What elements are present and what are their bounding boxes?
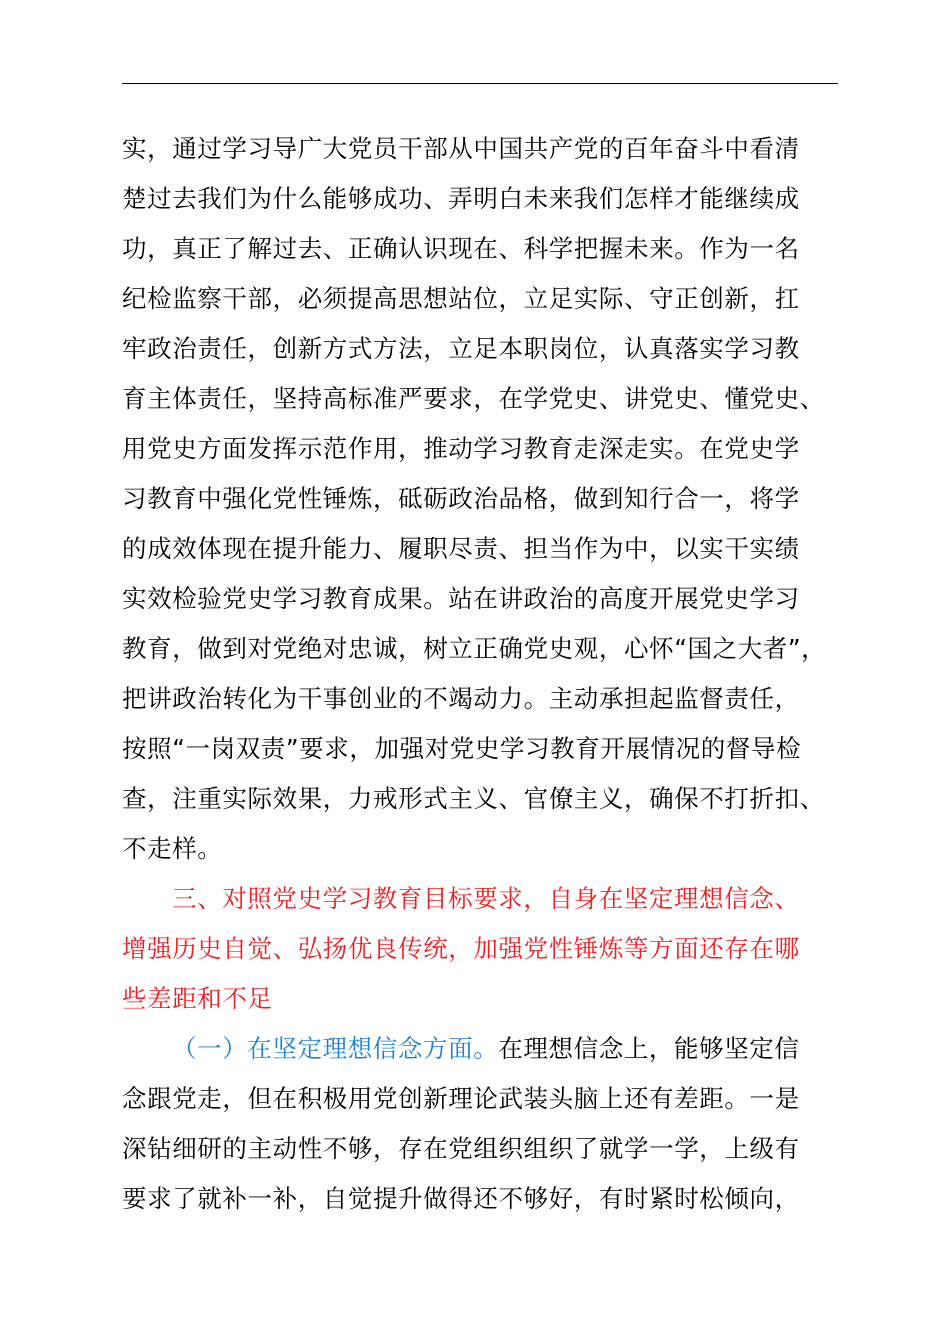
subsection-first-line xyxy=(122,1024,852,1074)
body-line: 不走样。 xyxy=(122,834,223,863)
body-line: 楚过去我们为什么能够成功、弄明白未来我们怎样才能继续成 xyxy=(122,184,800,213)
body-line: 育主体责任，坚持高标准严要求，在学党史、讲党史、懂党史、 xyxy=(122,384,825,413)
body-line: 要求了就补一补，自觉提升做得还不够好，有时紧时松倾向， xyxy=(122,1184,800,1213)
body-line: 习教育中强化党性锤炼，砥砺政治品格，做到知行合一，将学 xyxy=(122,484,800,513)
body-line: 的成效体现在提升能力、履职尽责、担当作为中，以实干实绩 xyxy=(122,534,800,563)
section-heading-line: 增强历史自觉、弘扬优良传统，加强党性锤炼等方面还存在哪 xyxy=(122,934,800,963)
subsection-first-line-text: 在理想信念上，能够坚定信 xyxy=(498,1034,800,1063)
body-line: 纪检监察干部，必须提高思想站位，立足实际、守正创新，扛 xyxy=(122,284,800,313)
section-heading-line: 些差距和不足 xyxy=(122,984,273,1013)
body-line: 实效检验党史学习教育成果。站在讲政治的高度开展党史学习 xyxy=(122,584,800,613)
body-line: 用党史方面发挥示范作用，推动学习教育走深走实。在党史学 xyxy=(122,434,800,463)
body-line: 查，注重实际效果，力戒形式主义、官僚主义，确保不打折扣、 xyxy=(122,784,825,813)
body-line: 教育，做到对党绝对忠诚，树立正确党史观，心怀“国之大者”， xyxy=(122,634,827,663)
section-heading-line: 三、对照党史学习教育目标要求，自身在坚定理想信念、 xyxy=(172,884,800,913)
body-line: 牢政治责任，创新方式方法，立足本职岗位，认真落实学习教 xyxy=(122,334,800,363)
header-rule xyxy=(122,83,838,84)
document-body xyxy=(122,124,852,1224)
body-line: 念跟党走，但在积极用党创新理论武装头脑上还有差距。一是 xyxy=(122,1084,800,1113)
body-line: 把讲政治转化为干事创业的不竭动力。主动承担起监督责任， xyxy=(122,684,800,713)
subsection-label: （一）在坚定理想信念方面。 xyxy=(172,1034,499,1063)
body-line: 深钻细研的主动性不够，存在党组织组织了就学一学，上级有 xyxy=(122,1134,800,1163)
body-line: 实，通过学习导广大党员干部从中国共产党的百年奋斗中看清 xyxy=(122,134,800,163)
body-line: 功，真正了解过去、正确认识现在、科学把握未来。作为一名 xyxy=(122,234,800,263)
body-line: 按照“一岗双责”要求，加强对党史学习教育开展情况的督导检 xyxy=(122,734,802,763)
